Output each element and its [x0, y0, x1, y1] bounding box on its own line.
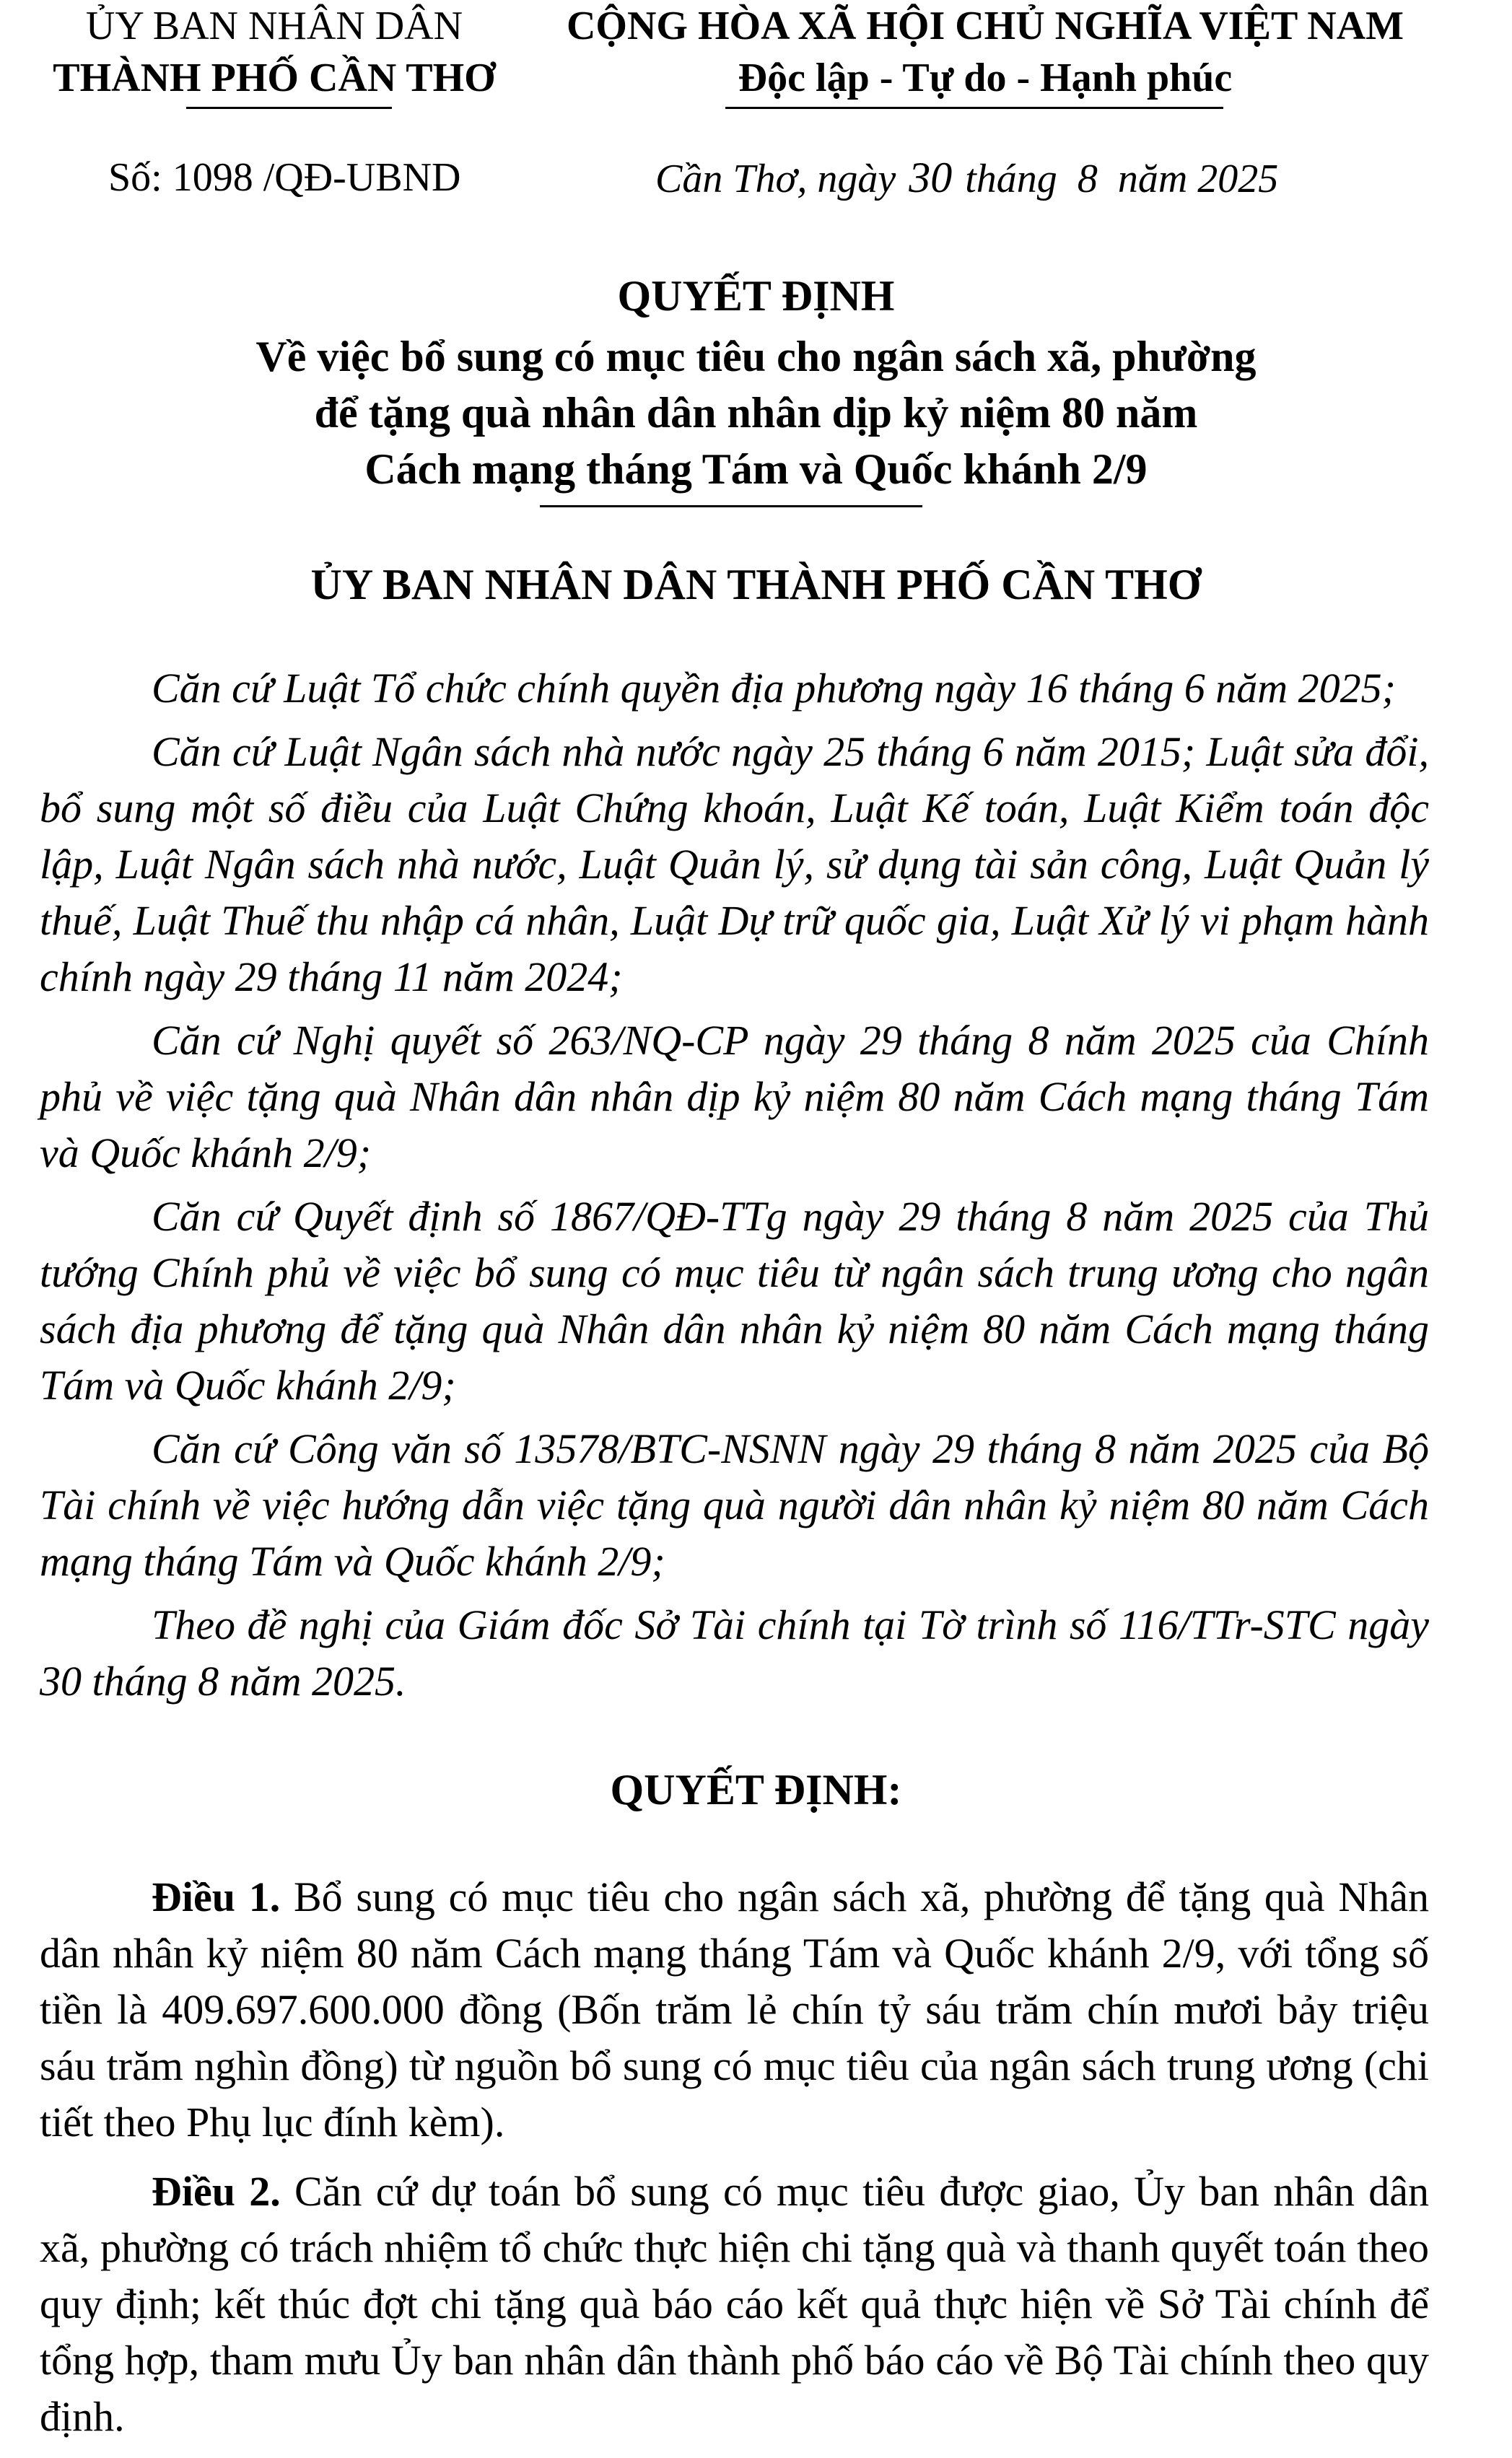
subject-underline [540, 505, 922, 507]
article-2-label: Điều 2. [152, 2168, 281, 2215]
place-date-day: 30 [909, 154, 953, 201]
article-1 [40, 1869, 1429, 2151]
agency-name-line2: THÀNH PHỐ CẦN THƠ [53, 56, 496, 100]
legal-basis-item: Căn cứ Quyết định số 1867/QĐ-TTg ngày 29 tháng 8 năm 2025 của Thủ tướng Chính phủ về việc bổ sung có mục tiêu từ ngân sách trung ương cho ngân sách địa phương để tặng quà Nhân dân nhân kỷ niệm 80 năm Cách mạng tháng Tám và Quốc khánh 2/9; [40, 1193, 1429, 1409]
national-motto-header [505, 0, 1465, 104]
issuing-agency-header [43, 0, 505, 104]
place-date [655, 152, 1278, 205]
issuing-authority: ỦY BAN NHÂN DÂN THÀNH PHỐ CẦN THƠ [310, 561, 1202, 608]
motto: Độc lập - Tự do - Hạnh phúc [738, 56, 1233, 100]
subject-line-2: để tặng quà nhân dân nhân dịp kỷ niệm 80 năm [314, 389, 1198, 437]
document-number: Số: 1098 /QĐ-UBND [108, 155, 461, 200]
legal-basis-item: Căn cứ Luật Tổ chức chính quyền địa phương ngày 16 tháng 6 năm 2025; [152, 665, 1396, 712]
place-date-year: năm 2025 [1117, 157, 1279, 201]
document-title: QUYẾT ĐỊNH [617, 272, 895, 320]
legal-basis-item: Theo đề nghị của Giám đốc Sở Tài chính tại Tờ trình số 116/TTr-STC ngày 30 tháng 8 năm 2025. [40, 1601, 1429, 1705]
decision-heading: QUYẾT ĐỊNH: [610, 1766, 902, 1814]
place-date-prefix: Cần Thơ, ngày [655, 157, 896, 201]
legal-basis-item: Căn cứ Nghị quyết số 263/NQ-CP ngày 29 tháng 8 năm 2025 của Chính phủ về việc tặng quà Nhân dân nhân dịp kỷ niệm 80 năm Cách mạng tháng Tám và Quốc khánh 2/9; [40, 1017, 1429, 1176]
articles [40, 1869, 1429, 2458]
article-2 [40, 2164, 1429, 2445]
legal-basis-item: Căn cứ Luật Ngân sách nhà nước ngày 25 tháng 6 năm 2015; Luật sửa đổi, bổ sung một số điều của Luật Chứng khoán, Luật Kế toán, Luật Kiểm toán độc lập, Luật Ngân sách nhà nước, Luật Quản lý, sử dụng tài sản công, Luật Quản lý thuế, Luật Thuế thu nhập cá nhân, Luật Dự trữ quốc gia, Luật Xử lý vi phạm hành chính ngày 29 tháng 11 năm 2024; [40, 728, 1429, 1000]
legal-basis-item: Căn cứ Công văn số 13578/BTC-NSNN ngày 29 tháng 8 năm 2025 của Bộ Tài chính về việc hướng dẫn việc tặng quà người dân nhân kỷ niệm 80 năm Cách mạng tháng Tám và Quốc khánh 2/9; [40, 1425, 1429, 1585]
article-2-text: Căn cứ dự toán bổ sung có mục tiêu được giao, Ủy ban nhân dân xã, phường có trách nhiệm tổ chức thực hiện chi tặng quà và thanh quyết toán theo quy định; kết thúc đợt chi tặng quà báo cáo kết quả thực hiện về Sở Tài chính để tổng hợp, tham mưu Ủy ban nhân dân thành phố báo cáo về Bộ Tài chính theo quy định. [40, 2168, 1429, 2440]
document-subject [0, 328, 1512, 497]
country-name: CỘNG HÒA XÃ HỘI CHỦ NGHĨA VIỆT NAM [566, 4, 1404, 48]
place-date-month-label: tháng [965, 157, 1057, 201]
article-1-label: Điều 1. [152, 1873, 281, 1920]
subject-line-1: Về việc bổ sung có mục tiêu cho ngân sách xã, phường [255, 333, 1257, 380]
place-date-month: 8 [1077, 157, 1098, 201]
legal-basis [40, 660, 1429, 1717]
article-1-text: Bổ sung có mục tiêu cho ngân sách xã, phường để tặng quà Nhân dân nhân kỷ niệm 80 năm Cách mạng tháng Tám và Quốc khánh 2/9, với tổng số tiền là 409.697.600.000 đồng (Bốn trăm lẻ chín tỷ sáu trăm chín mươi bảy triệu sáu trăm nghìn đồng) từ nguồn bổ sung có mục tiêu của ngân sách trung ương (chi tiết theo Phụ lục đính kèm). [40, 1873, 1430, 2146]
motto-underline [725, 107, 1223, 109]
agency-underline [186, 107, 392, 109]
subject-line-3: Cách mạng tháng Tám và Quốc khánh 2/9 [364, 445, 1148, 493]
agency-name-line1: ỦY BAN NHÂN DÂN [85, 4, 463, 48]
